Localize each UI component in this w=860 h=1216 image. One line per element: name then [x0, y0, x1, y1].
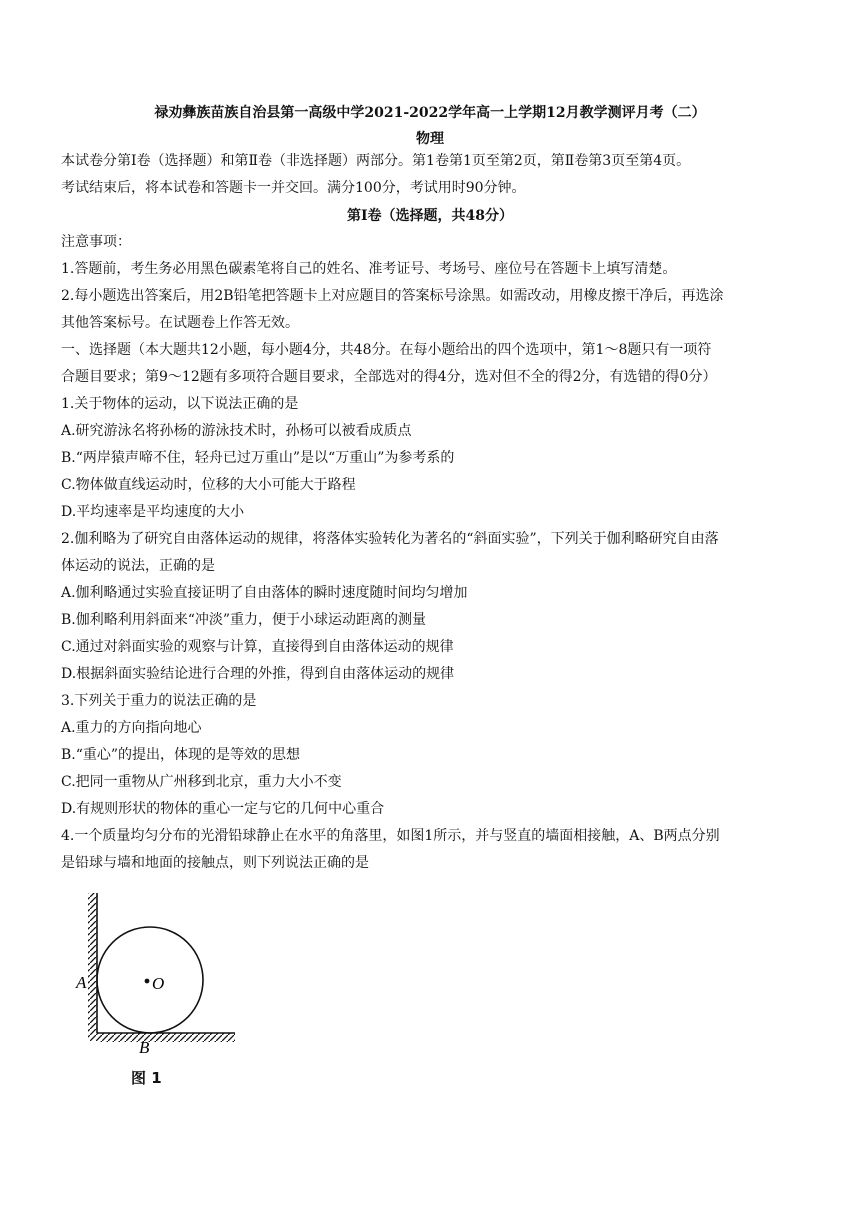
- notes-item: 2.每小题选出答案后，用2B铅笔把答题卡上对应题目的答案标号涂黑。如需改动，用橡皮擦干净后，再选涂: [61, 288, 724, 304]
- label-b: B: [139, 1038, 150, 1057]
- wall-hatching: [88, 893, 97, 1041]
- intro-line: 考试结束后，将本试卷和答题卡一并交回。满分100分，考试用时90分钟。: [61, 180, 526, 196]
- option-d: D.根据斜面实验结论进行合理的外推，得到自由落体运动的规律: [61, 666, 455, 682]
- option-b: B.“两岸猿声啼不住，轻舟已过万重山”是以“万重山”为参考系的: [61, 450, 455, 466]
- option-a: A.重力的方向指向地心: [61, 720, 202, 736]
- figure-ball-in-corner: [72, 885, 242, 1085]
- notes-item: 1.答题前，考生务必用黑色碳素笔将自己的姓名、准考证号、考场号、座位号在答题卡上填写清楚。: [61, 261, 677, 277]
- part-instruction: 一、选择题（本大题共12小题，每小题4分，共48分。在每小题给出的四个选项中，第1～8题只有一项符: [61, 342, 712, 358]
- question-stem: 是铅球与墙和地面的接触点，则下列说法正确的是: [61, 855, 369, 871]
- question-stem: 4.一个质量均匀分布的光滑铅球静止在水平的角落里，如图1所示，并与竖直的墙面相接触，A、B两点分别: [61, 828, 720, 844]
- option-b: B.“重心”的提出，体现的是等效的思想: [61, 747, 301, 763]
- option-c: C.通过对斜面实验的观察与计算，直接得到自由落体运动的规律: [61, 639, 454, 655]
- ground-hatching: [97, 1033, 235, 1042]
- figure-svg: [72, 885, 242, 1085]
- question-stem: 体运动的说法，正确的是: [61, 558, 215, 574]
- question-stem: 2.伽利略为了研究自由落体运动的规律，将落体实验转化为著名的“斜面实验”，下列关于伽利略研究自由落: [61, 531, 719, 547]
- notes-heading: 注意事项：: [61, 234, 131, 250]
- question-stem: 1.关于物体的运动，以下说法正确的是: [61, 396, 299, 412]
- part-instruction: 合题目要求；第9～12题有多项符合题目要求，全部选对的得4分，选对但不全的得2分，有选错的得0分）: [61, 369, 717, 385]
- option-b: B.伽利略利用斜面来“冲淡”重力，便于小球运动距离的测量: [61, 612, 427, 628]
- option-d: D.平均速率是平均速度的大小: [61, 504, 245, 520]
- notes-item: 其他答案标号。在试题卷上作答无效。: [61, 315, 299, 331]
- option-c: C.物体做直线运动时，位移的大小可能大于路程: [61, 477, 356, 493]
- option-c: C.把同一重物从广州移到北京，重力大小不变: [61, 774, 342, 790]
- option-a: A.伽利略通过实验直接证明了自由落体的瞬时速度随时间均匀增加: [61, 585, 468, 601]
- section-title: 第Ⅰ卷（选择题，共48分）: [346, 208, 514, 224]
- option-a: A.研究游泳名将孙杨的游泳技术时，孙杨可以被看成质点: [61, 423, 412, 439]
- intro-line: 本试卷分第Ⅰ卷（选择题）和第Ⅱ卷（非选择题）两部分。第1卷第1页至第2页，第Ⅱ卷第3页至第4页。: [61, 153, 691, 169]
- ball-center-dot: [145, 979, 150, 984]
- ball-circle: [97, 927, 203, 1033]
- label-o: O: [152, 974, 165, 993]
- label-a: A: [76, 973, 87, 992]
- option-d: D.有规则形状的物体的重心一定与它的几何中心重合: [61, 801, 385, 817]
- figure-caption: 图 1: [131, 1069, 162, 1087]
- exam-title: 禄劝彝族苗族自治县第一高级中学2021-2022学年高一上学期12月教学测评月考（二）: [154, 105, 706, 121]
- question-stem: 3.下列关于重力的说法正确的是: [61, 693, 257, 709]
- subject-title: 物理: [416, 131, 444, 147]
